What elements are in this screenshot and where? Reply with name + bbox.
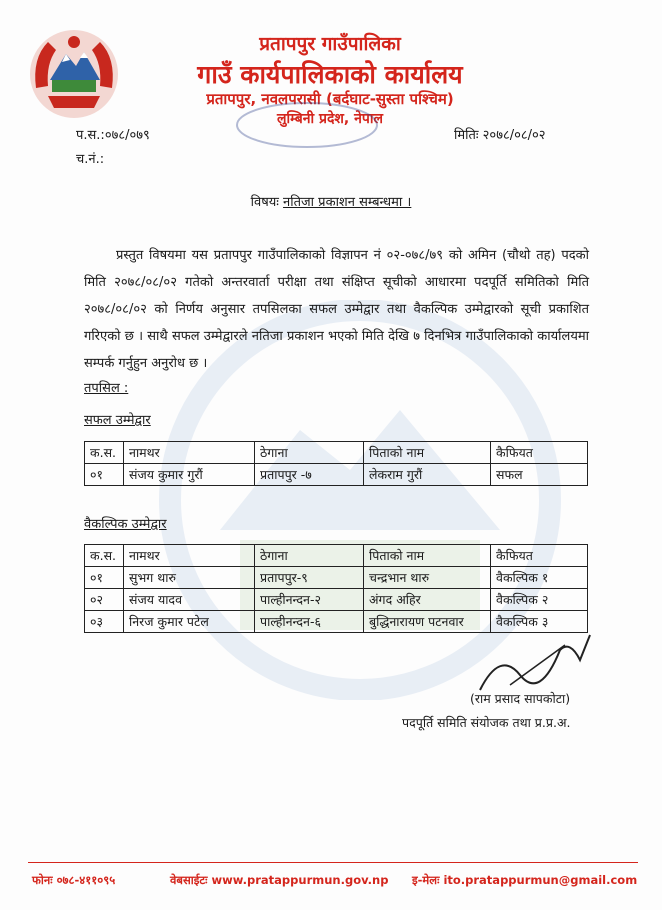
col-name: नामथर bbox=[124, 442, 255, 464]
signatory-title: पदपूर्ति समिति संयोजक तथा प्र.प्र.अ. bbox=[402, 715, 571, 730]
table-row bbox=[85, 589, 588, 611]
cell-father: लेकराम गुरौं bbox=[364, 464, 491, 486]
cell-name: संजय यादव bbox=[124, 589, 255, 611]
cell-sn: ०२ bbox=[85, 589, 124, 611]
email-label: इ-मेलः bbox=[412, 873, 440, 887]
col-address: ठेगाना bbox=[255, 442, 364, 464]
subject-text: नतिजा प्रकाशन सम्बन्धमा । bbox=[283, 195, 412, 210]
dispatch-number: च.नं.: bbox=[76, 152, 105, 167]
col-name: नामथर bbox=[124, 545, 255, 567]
cell-address: पाल्हीनन्दन-६ bbox=[255, 611, 364, 633]
footer-phone bbox=[32, 873, 115, 888]
cell-father: बुद्धिनारायण पटनवार bbox=[364, 611, 491, 633]
subject-label: विषयः bbox=[250, 195, 279, 210]
cell-remarks: वैकल्पिक २ bbox=[491, 589, 588, 611]
cell-remarks: सफल bbox=[491, 464, 588, 486]
office-name: गाउँ कार्यपालिकाको कार्यालय bbox=[197, 60, 463, 89]
cell-address: प्रतापपुर -७ bbox=[255, 464, 364, 486]
letter-date: मितिः २०७८/०८/०२ bbox=[454, 128, 546, 143]
cell-remarks: वैकल्पिक १ bbox=[491, 567, 588, 589]
email-link[interactable]: ito.pratappurmun@gmail.com bbox=[443, 873, 638, 887]
subject-line bbox=[0, 192, 662, 210]
alternate-candidates-table bbox=[84, 544, 588, 633]
cell-address: प्रतापपुर-९ bbox=[255, 567, 364, 589]
table-row bbox=[85, 567, 588, 589]
phone-label: फोनः bbox=[32, 873, 53, 887]
cell-father: चन्द्रभान थारु bbox=[364, 567, 491, 589]
cell-name: संजय कुमार गुरौं bbox=[124, 464, 255, 486]
footer-divider bbox=[28, 862, 638, 863]
cell-remarks: वैकल्पिक ३ bbox=[491, 611, 588, 633]
cell-name: सुभग थारु bbox=[124, 567, 255, 589]
successful-heading: सफल उम्मेद्वार bbox=[84, 413, 151, 428]
cell-father: अंगद अहिर bbox=[364, 589, 491, 611]
table-row bbox=[85, 464, 588, 486]
cell-sn: ०३ bbox=[85, 611, 124, 633]
tapsil-heading: तपसिल : bbox=[84, 381, 129, 396]
col-sn: क.स. bbox=[85, 545, 124, 567]
footer-website bbox=[170, 873, 388, 888]
cell-address: पाल्हीनन्दन-२ bbox=[255, 589, 364, 611]
letter-ref-number: प.स.:०७८/०७९ bbox=[76, 128, 150, 143]
table-header-row bbox=[85, 545, 588, 567]
col-remarks: कैफियत bbox=[491, 545, 588, 567]
province-country: लुम्बिनी प्रदेश, नेपाल bbox=[277, 111, 383, 127]
table-header-row bbox=[85, 442, 588, 464]
col-sn: क.स. bbox=[85, 442, 124, 464]
website-link[interactable]: www.pratappurmun.gov.np bbox=[211, 873, 389, 887]
col-remarks: कैफियत bbox=[491, 442, 588, 464]
col-father: पिताको नाम bbox=[364, 442, 491, 464]
col-father: पिताको नाम bbox=[364, 545, 491, 567]
alternate-heading: वैकल्पिक उम्मेद्वार bbox=[84, 517, 167, 532]
footer-email bbox=[412, 873, 637, 888]
col-address: ठेगाना bbox=[255, 545, 364, 567]
nepal-emblem-icon bbox=[28, 28, 120, 120]
office-address: प्रतापपुर, नवलपरासी (बर्दघाट-सुस्ता पश्चिम) bbox=[206, 90, 454, 108]
cell-sn: ०१ bbox=[85, 464, 124, 486]
cell-name: निरज कुमार पटेल bbox=[124, 611, 255, 633]
office-stamp-icon bbox=[232, 100, 382, 150]
successful-candidates-table bbox=[84, 441, 588, 486]
phone-value: ०७८-४११०९५ bbox=[56, 873, 116, 887]
signatory-name: (राम प्रसाद सापकोटा) bbox=[470, 691, 571, 706]
cell-sn: ०१ bbox=[85, 567, 124, 589]
letter-body: प्रस्तुत विषयमा यस प्रतापपुर गाउँपालिकाको विज्ञापन नं ०२-०७८/७९ को अमिन (चौथो तह) पदको मिति २०७८/०८/०२ गतेको अन्तरवार्ता परीक्षा तथा संक्षिप्त सूचीको आधारमा पदपूर्ति समितिको मिति २०७८/०८/०२ को निर्णय अनुसार तपसिलका सफल उम्मेद्वार तथा वैकल्पिक उम्मेद्वारको सूची प्रकाशित गरिएको छ । साथै सफल उम्मेद्वारले नतिजा प्रकाशन भएको मिति देखि ७ दिनभित्र गाउँपालिकाको कार्यालयमा सम्पर्क गर्नुहुन अनुरोध छ । bbox=[84, 248, 589, 371]
website-label: वेबसाईटः bbox=[170, 873, 208, 887]
municipality-name: प्रतापपुर गाउँपालिका bbox=[259, 33, 401, 55]
